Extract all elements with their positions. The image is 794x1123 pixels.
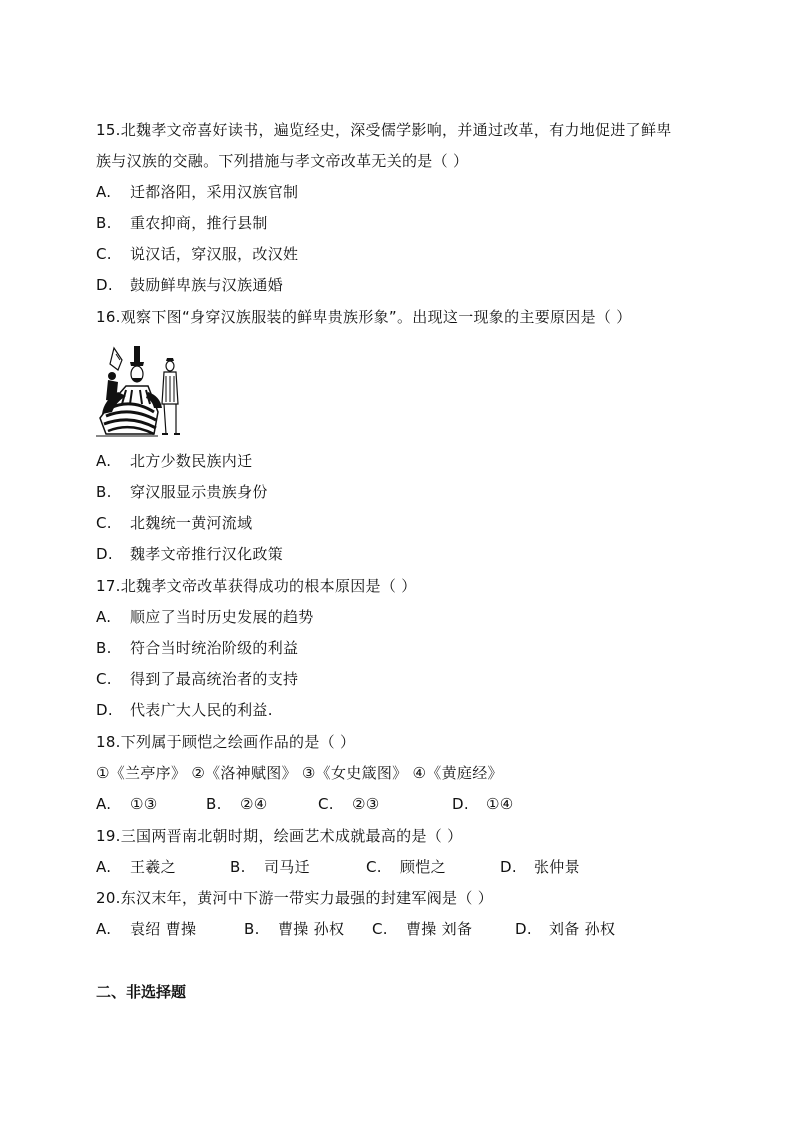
q17-stem: 17.北魏孝文帝改革获得成功的根本原因是（ ）: [96, 577, 417, 595]
section-heading: 二、非选择题: [96, 983, 187, 1001]
option-text: 得到了最高统治者的支持: [130, 670, 299, 688]
q20-stem: 20.东汉末年，黄河中下游一带实力最强的封建军阀是（ ）: [96, 889, 494, 907]
q19-option-a[interactable]: [96, 857, 230, 877]
option-letter: A.: [96, 183, 112, 201]
q16-option-d[interactable]: [96, 544, 283, 564]
q19-option-d[interactable]: [500, 857, 580, 877]
q16-option-a[interactable]: [96, 451, 252, 471]
option-letter: B.: [96, 639, 112, 657]
option-letter: C.: [96, 245, 112, 263]
q18-items: ①《兰亭序》 ②《洛神赋图》 ③《女史箴图》 ④《黄庭经》: [96, 764, 503, 782]
q18-stem: 18.下列属于顾恺之绘画作品的是（ ）: [96, 733, 356, 751]
q15-stem-line2: 族与汉族的交融。下列措施与孝文帝改革无关的是（ ）: [96, 152, 469, 170]
option-text: 张仲景: [534, 858, 580, 876]
option-letter: A.: [96, 452, 112, 470]
q18-option-c[interactable]: [318, 794, 452, 814]
option-letter: B.: [96, 483, 112, 501]
q18-options-row: [96, 794, 514, 814]
q15-option-c[interactable]: [96, 244, 298, 264]
option-text: ②③: [352, 795, 380, 813]
option-letter: D.: [96, 701, 113, 719]
option-text: ①③: [130, 795, 158, 813]
q16-stem: 16.观察下图“身穿汉族服装的鲜卑贵族形象”。出现这一现象的主要原因是（ ）: [96, 308, 632, 326]
option-text: 司马迁: [264, 858, 310, 876]
option-text: 说汉话，穿汉服，改汉姓: [130, 245, 299, 263]
option-letter: A.: [96, 795, 112, 813]
option-letter: A.: [96, 920, 112, 938]
q17-option-b[interactable]: [96, 638, 298, 658]
option-letter: B.: [206, 795, 222, 813]
option-text: 穿汉服显示贵族身份: [130, 483, 268, 501]
option-text: 刘备 孙权: [549, 920, 616, 938]
option-letter: A.: [96, 858, 112, 876]
option-letter: C.: [372, 920, 388, 938]
q19-stem: 19.三国两晋南北朝时期，绘画艺术成就最高的是（ ）: [96, 827, 463, 845]
option-text: 鼓励鲜卑族与汉族通婚: [130, 276, 284, 294]
option-text: ②④: [240, 795, 268, 813]
q20-options-row: [96, 919, 615, 939]
option-text: 北方少数民族内迁: [130, 452, 253, 470]
option-text: 曹操 孙权: [278, 920, 345, 938]
option-letter: B.: [230, 858, 246, 876]
q19-option-b[interactable]: [230, 857, 366, 877]
option-letter: D.: [515, 920, 532, 938]
q16-option-c[interactable]: [96, 513, 252, 533]
q18-option-d[interactable]: [452, 794, 514, 814]
q17-option-c[interactable]: [96, 669, 298, 689]
q17-option-d[interactable]: [96, 700, 273, 720]
q20-option-d[interactable]: [515, 919, 615, 939]
q16-option-b[interactable]: [96, 482, 268, 502]
option-letter: D.: [452, 795, 469, 813]
xianbei-noble-illustration: [96, 342, 184, 440]
option-letter: D.: [500, 858, 517, 876]
q19-options-row: [96, 857, 580, 877]
option-letter: A.: [96, 608, 112, 626]
option-text: 袁绍 曹操: [130, 920, 197, 938]
option-text: 符合当时统治阶级的利益: [130, 639, 299, 657]
q17-option-a[interactable]: [96, 607, 314, 627]
option-letter: D.: [96, 276, 113, 294]
q15-option-d[interactable]: [96, 275, 283, 295]
option-letter: C.: [366, 858, 382, 876]
option-letter: B.: [244, 920, 260, 938]
q15-option-a[interactable]: [96, 182, 298, 202]
q15-stem-line1: 15.北魏孝文帝喜好读书，遍览经史，深受儒学影响，并通过改革，有力地促进了鲜卑: [96, 121, 672, 139]
q15-option-b[interactable]: [96, 213, 268, 233]
option-letter: D.: [96, 545, 113, 563]
option-text: 顾恺之: [400, 858, 446, 876]
option-letter: C.: [318, 795, 334, 813]
q18-option-b[interactable]: [206, 794, 318, 814]
option-text: 重农抑商，推行县制: [130, 214, 268, 232]
option-letter: C.: [96, 670, 112, 688]
q18-option-a[interactable]: [96, 794, 206, 814]
q20-option-a[interactable]: [96, 919, 244, 939]
option-text: 顺应了当时历史发展的趋势: [130, 608, 314, 626]
option-text: 代表广大人民的利益.: [130, 701, 273, 719]
option-text: 曹操 刘备: [406, 920, 473, 938]
option-text: 魏孝文帝推行汉化政策: [130, 545, 284, 563]
q20-option-c[interactable]: [372, 919, 515, 939]
option-text: ①④: [486, 795, 514, 813]
option-text: 王羲之: [130, 858, 176, 876]
option-text: 迁都洛阳，采用汉族官制: [130, 183, 299, 201]
q20-option-b[interactable]: [244, 919, 372, 939]
option-letter: B.: [96, 214, 112, 232]
option-text: 北魏统一黄河流域: [130, 514, 253, 532]
option-letter: C.: [96, 514, 112, 532]
q19-option-c[interactable]: [366, 857, 500, 877]
